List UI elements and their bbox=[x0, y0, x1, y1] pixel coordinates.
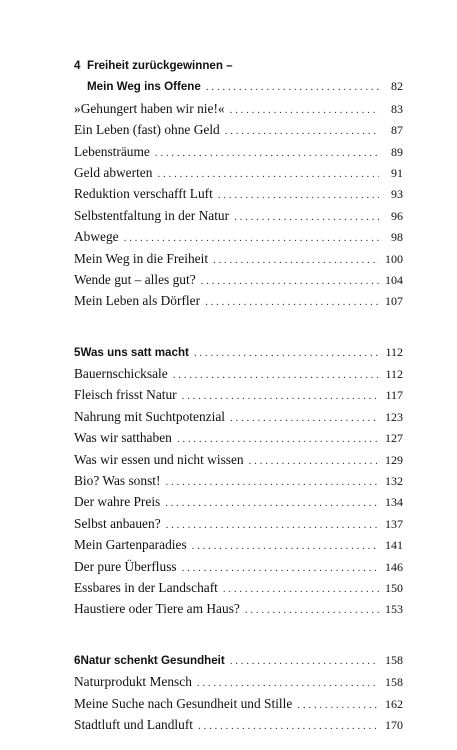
entry-title: Der pure Überfluss bbox=[74, 558, 177, 574]
page-number: 104 bbox=[385, 272, 403, 287]
page-number: 82 bbox=[391, 79, 403, 94]
dot-leader bbox=[245, 600, 379, 621]
toc-entry[interactable] bbox=[74, 427, 403, 448]
dot-leader bbox=[225, 121, 379, 142]
entry-title: Mein Gartenparadies bbox=[74, 537, 187, 553]
section-title: Was uns satt macht bbox=[80, 345, 189, 359]
section-number: 5 bbox=[74, 345, 81, 359]
toc-entry[interactable] bbox=[74, 693, 403, 714]
entry-title: »Gehungert haben wir nie!« bbox=[74, 100, 225, 116]
toc-entry[interactable] bbox=[74, 406, 403, 427]
page-number: 89 bbox=[391, 144, 403, 159]
entry-title: Was wir essen und nicht wissen bbox=[74, 451, 244, 467]
page-number: 129 bbox=[385, 452, 403, 467]
section-heading[interactable] bbox=[74, 342, 403, 363]
page-number: 137 bbox=[385, 516, 403, 531]
page-number: 87 bbox=[391, 123, 403, 138]
page-number: 93 bbox=[391, 187, 403, 202]
entry-title: Geld abwerten bbox=[74, 164, 153, 180]
toc-entry[interactable] bbox=[74, 248, 403, 269]
table-of-contents bbox=[74, 55, 403, 735]
dot-leader bbox=[230, 100, 379, 121]
entry-title: Fleisch frisst Natur bbox=[74, 387, 177, 403]
dot-leader bbox=[218, 185, 379, 206]
toc-entry[interactable] bbox=[74, 269, 403, 290]
section-heading-continued[interactable] bbox=[74, 76, 403, 97]
entry-title: Stadtluft und Landluft bbox=[74, 716, 194, 732]
entry-title: Naturprodukt Mensch bbox=[74, 674, 192, 690]
toc-entry[interactable] bbox=[74, 513, 403, 534]
toc-section-6 bbox=[74, 650, 403, 736]
section-title-line2: Mein Weg ins Offene bbox=[87, 80, 201, 94]
toc-entry[interactable] bbox=[74, 363, 403, 384]
toc-entry[interactable] bbox=[74, 98, 403, 119]
entry-title: Nahrung mit Suchtpotenzial bbox=[74, 408, 225, 424]
dot-leader bbox=[165, 472, 379, 493]
page-number: 141 bbox=[385, 538, 403, 553]
dot-leader bbox=[182, 386, 379, 407]
dot-leader bbox=[249, 451, 379, 472]
dot-leader bbox=[182, 558, 379, 579]
section-title-line1: Freiheit zurückgewinnen – bbox=[87, 59, 233, 72]
page-number: 146 bbox=[385, 559, 403, 574]
toc-entry[interactable] bbox=[74, 671, 403, 692]
toc-entry[interactable] bbox=[74, 226, 403, 247]
page-number: 150 bbox=[385, 580, 403, 595]
dot-leader bbox=[230, 651, 379, 672]
toc-section-4 bbox=[74, 55, 403, 312]
toc-entry[interactable] bbox=[74, 577, 403, 598]
entry-title: Ein Leben (fast) ohne Geld bbox=[74, 122, 220, 138]
dot-leader bbox=[230, 408, 379, 429]
page-number: 100 bbox=[385, 251, 403, 266]
entry-title: Lebensträume bbox=[74, 143, 150, 159]
dot-leader bbox=[197, 673, 379, 694]
dot-leader bbox=[201, 271, 379, 292]
toc-entry[interactable] bbox=[74, 449, 403, 470]
dot-leader bbox=[157, 164, 379, 185]
section-number: 6 bbox=[74, 653, 81, 667]
entry-title: Meine Suche nach Gesundheit und Stille bbox=[74, 695, 293, 711]
dot-leader bbox=[192, 536, 379, 557]
page-number: 98 bbox=[391, 230, 403, 245]
toc-entry[interactable] bbox=[74, 470, 403, 491]
page-number: 83 bbox=[391, 101, 403, 116]
toc-entry[interactable] bbox=[74, 290, 403, 311]
dot-leader bbox=[213, 250, 379, 271]
entry-title: Reduktion verschafft Luft bbox=[74, 186, 213, 202]
entry-title: Mein Weg in die Freiheit bbox=[74, 250, 209, 266]
dot-leader bbox=[155, 143, 379, 164]
entry-title: Was wir satthaben bbox=[74, 430, 172, 446]
page-number: 170 bbox=[385, 717, 403, 732]
entry-title: Bauernschicksale bbox=[74, 366, 168, 382]
page-number: 127 bbox=[385, 431, 403, 446]
section-heading[interactable] bbox=[74, 55, 403, 76]
toc-entry[interactable] bbox=[74, 183, 403, 204]
page-number: 132 bbox=[385, 474, 403, 489]
entry-title: Der wahre Preis bbox=[74, 494, 161, 510]
toc-entry[interactable] bbox=[74, 534, 403, 555]
page-number: 96 bbox=[391, 208, 403, 223]
entry-title: Haustiere oder Tiere am Haus? bbox=[74, 601, 240, 617]
dot-leader bbox=[165, 493, 379, 514]
page-number: 107 bbox=[385, 294, 403, 309]
page-number: 153 bbox=[385, 602, 403, 617]
dot-leader bbox=[177, 429, 379, 450]
toc-section-5 bbox=[74, 342, 403, 620]
toc-entry[interactable] bbox=[74, 119, 403, 140]
section-heading[interactable] bbox=[74, 650, 403, 671]
entry-title: Abwege bbox=[74, 229, 119, 245]
dot-leader bbox=[206, 77, 379, 98]
page-number: 123 bbox=[385, 409, 403, 424]
dot-leader bbox=[166, 515, 379, 536]
dot-leader bbox=[198, 716, 379, 737]
dot-leader bbox=[194, 343, 379, 364]
page-number: 162 bbox=[385, 696, 403, 711]
dot-leader bbox=[223, 579, 379, 600]
page-number: 158 bbox=[385, 652, 403, 667]
entry-title: Bio? Was sonst! bbox=[74, 473, 161, 489]
toc-entry[interactable] bbox=[74, 491, 403, 512]
toc-entry[interactable] bbox=[74, 141, 403, 162]
entry-title: Essbares in der Landschaft bbox=[74, 579, 218, 595]
section-number: 4 bbox=[74, 59, 81, 72]
page-number: 112 bbox=[385, 367, 403, 382]
page-number: 134 bbox=[385, 495, 403, 510]
entry-title: Mein Leben als Dörfler bbox=[74, 293, 201, 309]
entry-title: Selbst anbauen? bbox=[74, 515, 161, 531]
toc-entry[interactable] bbox=[74, 714, 403, 735]
section-title: Natur schenkt Gesundheit bbox=[80, 653, 225, 667]
entry-title: Wende gut – alles gut? bbox=[74, 271, 196, 287]
page-number: 117 bbox=[385, 388, 403, 403]
dot-leader bbox=[297, 695, 379, 716]
page-number: 158 bbox=[385, 675, 403, 690]
page-number: 91 bbox=[391, 165, 403, 180]
dot-leader bbox=[124, 228, 379, 249]
toc-entry[interactable] bbox=[74, 556, 403, 577]
toc-entry[interactable] bbox=[74, 205, 403, 226]
dot-leader bbox=[234, 207, 379, 228]
page-number: 112 bbox=[385, 344, 403, 359]
dot-leader bbox=[173, 365, 379, 386]
dot-leader bbox=[205, 292, 379, 313]
entry-title: Selbstentfaltung in der Natur bbox=[74, 207, 230, 223]
toc-entry[interactable] bbox=[74, 162, 403, 183]
toc-entry[interactable] bbox=[74, 598, 403, 619]
toc-entry[interactable] bbox=[74, 384, 403, 405]
